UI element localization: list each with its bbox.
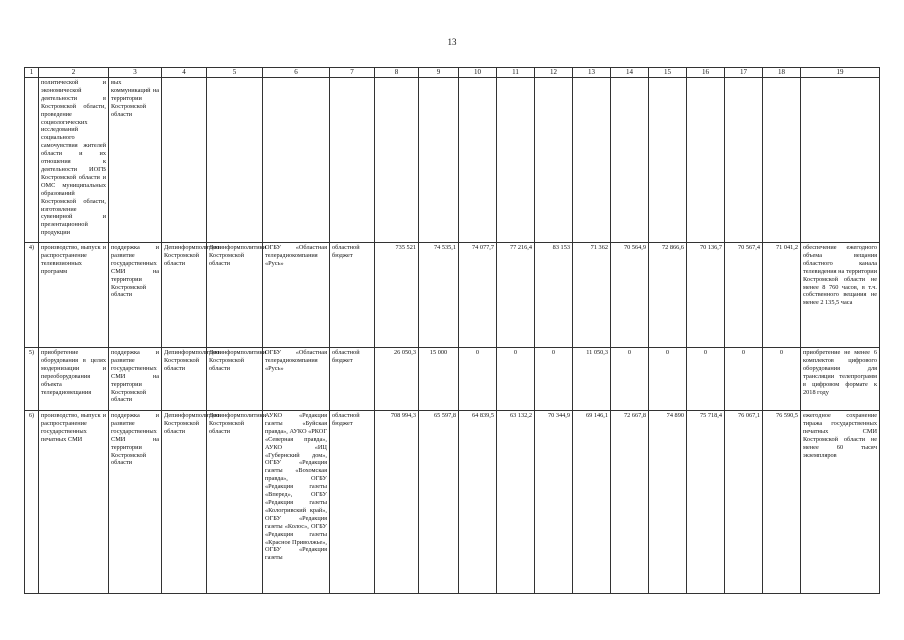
page-number: 13 xyxy=(447,37,457,47)
value-cell xyxy=(763,78,801,243)
value-cell: 72 866,6 xyxy=(649,243,687,348)
value-cell: 15 000 xyxy=(419,348,459,411)
column-header: 2 xyxy=(39,68,109,78)
executor-cell xyxy=(263,78,330,243)
responsible-cell xyxy=(207,78,263,243)
table-row xyxy=(25,78,880,243)
value-cell: 74 535,1 xyxy=(419,243,459,348)
value-cell: 70 344,9 xyxy=(535,411,573,594)
column-header: 11 xyxy=(497,68,535,78)
value-cell: 0 xyxy=(725,348,763,411)
value-cell: 64 839,5 xyxy=(459,411,497,594)
responsible-cell: Депинформполитики Костромской области xyxy=(207,348,263,411)
event-name-cell: приобретение оборудования в целях модернизации и переоборудования объекта телерадиовещания xyxy=(39,348,109,411)
column-header: 12 xyxy=(535,68,573,78)
value-cell: 76 590,5 xyxy=(763,411,801,594)
value-cell: 65 597,8 xyxy=(419,411,459,594)
value-cell: 0 xyxy=(535,348,573,411)
value-cell xyxy=(573,78,611,243)
value-cell xyxy=(419,78,459,243)
column-header: 10 xyxy=(459,68,497,78)
value-cell: 0 xyxy=(459,348,497,411)
value-cell: 74 077,7 xyxy=(459,243,497,348)
event-name-cell: производство, выпуск и распространение телевизионных программ xyxy=(39,243,109,348)
value-cell xyxy=(687,78,725,243)
goal-cell: вых коммуникаций на территории Костромской области xyxy=(109,78,162,243)
coordinator-cell xyxy=(162,78,207,243)
value-cell: 0 xyxy=(611,348,649,411)
coordinator-cell: Депинформполитики Костромской области xyxy=(162,411,207,594)
column-header: 16 xyxy=(687,68,725,78)
value-cell: 71 041,2 xyxy=(763,243,801,348)
goal-cell: поддержка и развитие государственных СМИ на территории Костромской области xyxy=(109,411,162,594)
funding-source-cell: областной бюджет xyxy=(330,411,375,594)
column-header: 4 xyxy=(162,68,207,78)
value-cell: 70 136,7 xyxy=(687,243,725,348)
value-cell xyxy=(375,78,419,243)
value-cell: 72 667,8 xyxy=(611,411,649,594)
value-cell: 0 xyxy=(649,348,687,411)
column-header: 13 xyxy=(573,68,611,78)
column-header: 8 xyxy=(375,68,419,78)
row-number-cell xyxy=(25,78,39,243)
responsible-cell: Депинформполитики Костромской области xyxy=(207,243,263,348)
funding-source-cell: областной бюджет xyxy=(330,348,375,411)
value-cell xyxy=(649,78,687,243)
value-cell: 74 890 xyxy=(649,411,687,594)
value-cell: 83 153 xyxy=(535,243,573,348)
result-cell xyxy=(801,78,880,243)
column-header: 7 xyxy=(330,68,375,78)
value-cell: 75 718,4 xyxy=(687,411,725,594)
event-name-cell: производство, выпуск и распространение государственных печатных СМИ xyxy=(39,411,109,594)
column-header: 19 xyxy=(801,68,880,78)
goal-cell: поддержка и развитие государственных СМИ на территории Костромской области xyxy=(109,243,162,348)
row-number-cell: 6) xyxy=(25,411,39,594)
funding-source-cell: областной бюджет xyxy=(330,243,375,348)
value-cell: 11 050,3 xyxy=(573,348,611,411)
column-header: 14 xyxy=(611,68,649,78)
value-cell: 26 050,3 xyxy=(375,348,419,411)
value-cell xyxy=(725,78,763,243)
coordinator-cell: Депинформполитики Костромской области xyxy=(162,348,207,411)
goal-cell: поддержка и развитие государственных СМИ на территории Костромской области xyxy=(109,348,162,411)
executor-cell: ОГБУ «Областная телерадиокомпания «Русь» xyxy=(263,243,330,348)
value-cell: 76 067,1 xyxy=(725,411,763,594)
value-cell: 0 xyxy=(497,348,535,411)
responsible-cell: Депинформполитики Костромской области xyxy=(207,411,263,594)
column-header: 3 xyxy=(109,68,162,78)
value-cell: 0 xyxy=(763,348,801,411)
column-header: 9 xyxy=(419,68,459,78)
table-row xyxy=(25,243,880,348)
value-cell: 70 567,4 xyxy=(725,243,763,348)
value-cell xyxy=(497,78,535,243)
coordinator-cell: Депинформполитики Костромской области xyxy=(162,243,207,348)
value-cell: 71 362 xyxy=(573,243,611,348)
result-cell: ежегодное сохранение тиража государственных печатных СМИ Костромской области не менее 60 тысяч экземпляров xyxy=(801,411,880,594)
value-cell xyxy=(535,78,573,243)
value-cell xyxy=(611,78,649,243)
result-cell: обеспечение ежегодного объема вещания областного канала телевидения на территории Костромской области не менее 8 760 часов, в т.ч. собственного вещания не менее 2 135,5 часа xyxy=(801,243,880,348)
column-header: 1 xyxy=(25,68,39,78)
column-header: 18 xyxy=(763,68,801,78)
row-number-cell: 4) xyxy=(25,243,39,348)
program-table xyxy=(24,67,880,594)
result-cell: приобретение не менее 6 комплектов цифрового оборудования для трансляции телепрограмм в цифровом формате к 2018 году xyxy=(801,348,880,411)
column-header: 15 xyxy=(649,68,687,78)
value-cell xyxy=(459,78,497,243)
value-cell: 708 994,3 xyxy=(375,411,419,594)
executor-cell: АУКО «Редакция газеты «Буйская правда», АУКО «РКОГ «Северная правда», АУКО «ИЦ «Губернский дом», ОГБУ «Редакция газеты «Вохомская правда», ОГБУ «Редакция газеты «Вперед», ОГБУ «Редакция газеты «Кологривский край», ОГБУ «Редакция газеты «Колос», ОГБУ «Редакция газеты «Красное Приволжье», ОГБУ «Редакция газеты xyxy=(263,411,330,594)
column-header: 17 xyxy=(725,68,763,78)
value-cell: 77 216,4 xyxy=(497,243,535,348)
value-cell: 69 146,1 xyxy=(573,411,611,594)
column-header: 6 xyxy=(263,68,330,78)
column-number-row xyxy=(25,68,880,78)
row-number-cell: 5) xyxy=(25,348,39,411)
value-cell: 735 521 xyxy=(375,243,419,348)
event-name-cell: политической и экономической деятельности в Костромской области, проведение социологических исследований социального самочувствия жителей области и их отношения к деятельности ИОГВ Костромской области и ОМС муниципальных образований Костромской области, изготовление сувенирной и презентационной продукции xyxy=(39,78,109,243)
executor-cell: ОГБУ «Областная телерадиокомпания «Русь» xyxy=(263,348,330,411)
value-cell: 0 xyxy=(687,348,725,411)
table-row xyxy=(25,411,880,594)
value-cell: 70 564,9 xyxy=(611,243,649,348)
funding-source-cell xyxy=(330,78,375,243)
table-row xyxy=(25,348,880,411)
value-cell: 63 132,2 xyxy=(497,411,535,594)
column-header: 5 xyxy=(207,68,263,78)
